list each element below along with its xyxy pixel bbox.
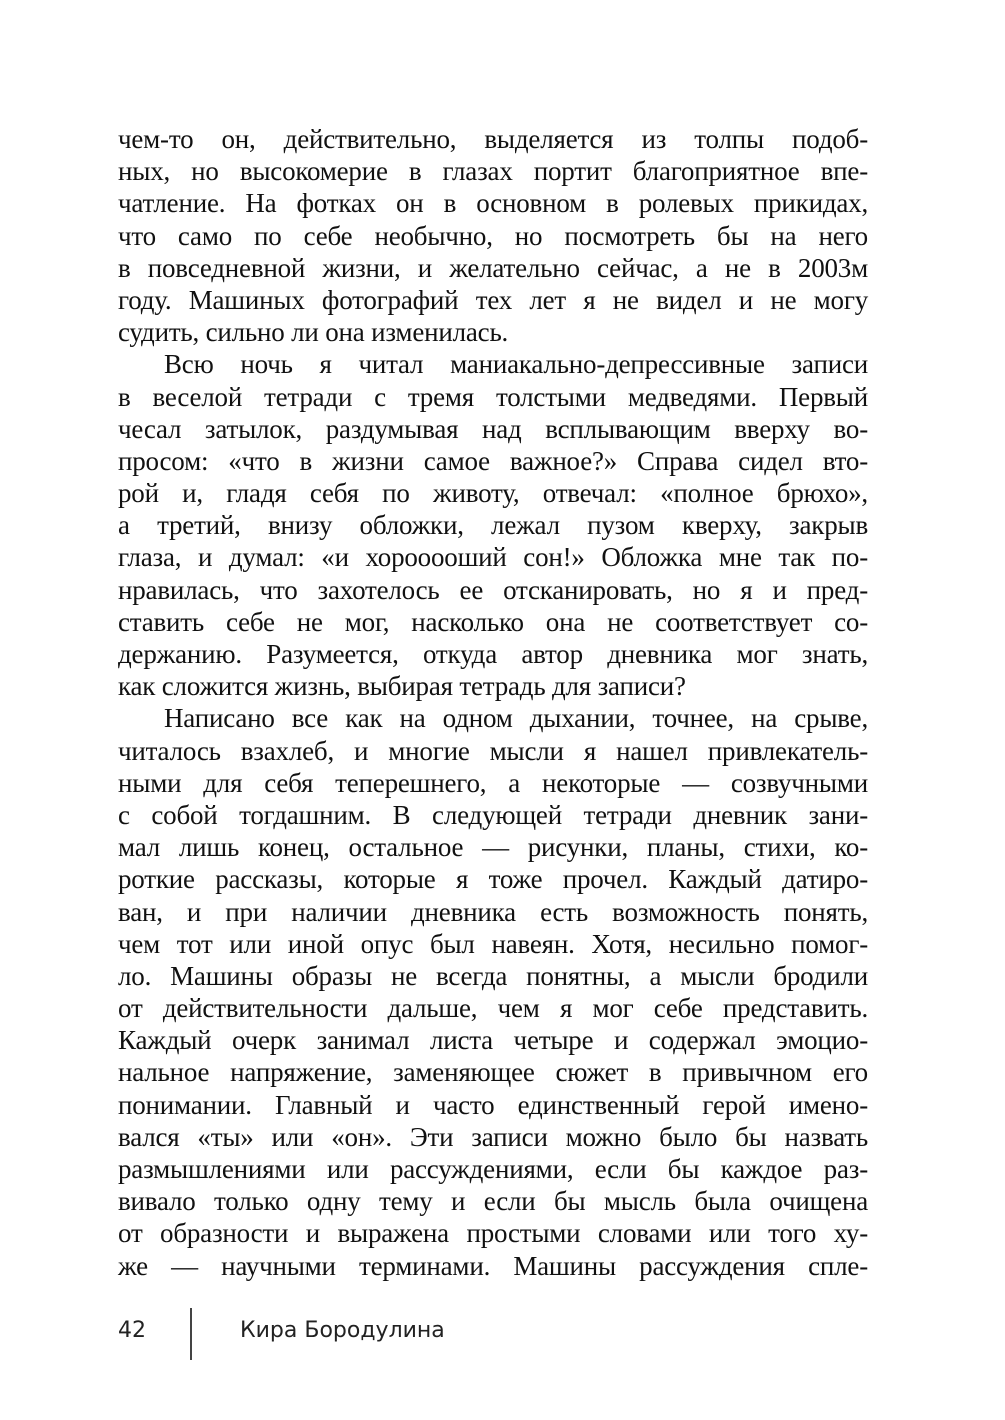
text-line: мал лишь конец, остальное — рисунки, планы, стихи, ко- xyxy=(118,832,868,863)
text-line: вался «ты» или «он». Эти записи можно было бы назвать xyxy=(118,1121,868,1152)
text-line: ван, и при наличии дневника есть возможность понять, xyxy=(118,896,868,927)
text-line: чатление. На фотках он в основном в ролевых прикидах, xyxy=(118,188,868,219)
text-line: чем-то он, действительно, выделяется из толпы подоб- xyxy=(118,124,868,154)
text-line: читалось взахлеб, и многие мысли я нашел привлекатель- xyxy=(118,735,868,766)
text-line: размышлениями или рассуждениями, если бы каждое раз- xyxy=(118,1154,868,1184)
text-line: в веселой тетради с тремя толстыми медведями. Первый xyxy=(118,381,868,412)
body-text xyxy=(118,123,868,1282)
text-line: Всю ночь я читал маниакально-депрессивные записи xyxy=(164,349,868,380)
text-line: нравилась, что захотелось ее отсканировать, но я и пред- xyxy=(118,574,868,605)
text-line: ставить себе не мог, насколько она не соответствует со- xyxy=(118,606,868,637)
text-line: ных, но высокомерие в глазах портит благоприятное впе- xyxy=(118,156,868,187)
text-line: просом: «что в жизни самое важное?» Справа сидел вто- xyxy=(118,445,868,476)
text-line: судить, сильно ли она изменилась. xyxy=(118,317,509,348)
text-line: а третий, внизу обложки, лежал пузом кверху, закрыв xyxy=(118,510,868,541)
text-line: что само по себе необычно, но посмотреть бы на него xyxy=(118,220,868,251)
text-line: ло. Машины образы не всегда понятны, а мысли бродили xyxy=(118,960,868,991)
text-line: держанию. Разумеется, откуда автор дневника мог знать, xyxy=(118,639,868,669)
text-line: в повседневной жизни, и желательно сейчас, а не в 2003м xyxy=(118,252,868,283)
page-number: 42 xyxy=(118,1318,146,1343)
text-line: с собой тогдашним. В следующей тетради дневник зани- xyxy=(118,799,868,830)
text-line: же — научными терминами. Машины рассуждения спле- xyxy=(118,1250,868,1281)
text-line: как сложится жизнь, выбирая тетрадь для записи? xyxy=(118,671,686,702)
text-line: чесал затылок, раздумывая над всплывающим вверху во- xyxy=(118,413,868,444)
text-line: понимании. Главный и часто единственный герой имено- xyxy=(118,1089,868,1120)
footer-divider xyxy=(190,1308,192,1360)
text-line: роткие рассказы, которые я тоже прочел. Каждый датиро- xyxy=(118,864,868,895)
text-line: нальное напряжение, заменяющее сюжет в привычном его xyxy=(118,1057,868,1088)
running-footer-author: Кира Бородулина xyxy=(240,1318,445,1343)
text-line: Написано все как на одном дыхании, точнее, на срыве, xyxy=(164,703,868,734)
text-line: от действительности дальше, чем я мог себе представить. xyxy=(118,993,868,1024)
text-line: глаза, и думал: «и хорооооший сон!» Обложка мне так по- xyxy=(118,542,868,573)
text-line: году. Машиных фотографий тех лет я не видел и не могу xyxy=(118,284,868,315)
text-line: чем тот или иной опус был навеян. Хотя, несильно помог- xyxy=(118,928,868,959)
text-line: ными для себя теперешнего, а некоторые — созвучными xyxy=(118,767,868,798)
text-line: вивало только одну тему и если бы мысль была очищена xyxy=(118,1186,868,1217)
text-line: Каждый очерк занимал листа четыре и содержал эмоцио- xyxy=(118,1025,868,1056)
text-line: рой и, гладя себя по животу, отвечал: «полное брюхо», xyxy=(118,478,868,509)
text-line: от образности и выражена простыми словами или того ху- xyxy=(118,1218,868,1249)
